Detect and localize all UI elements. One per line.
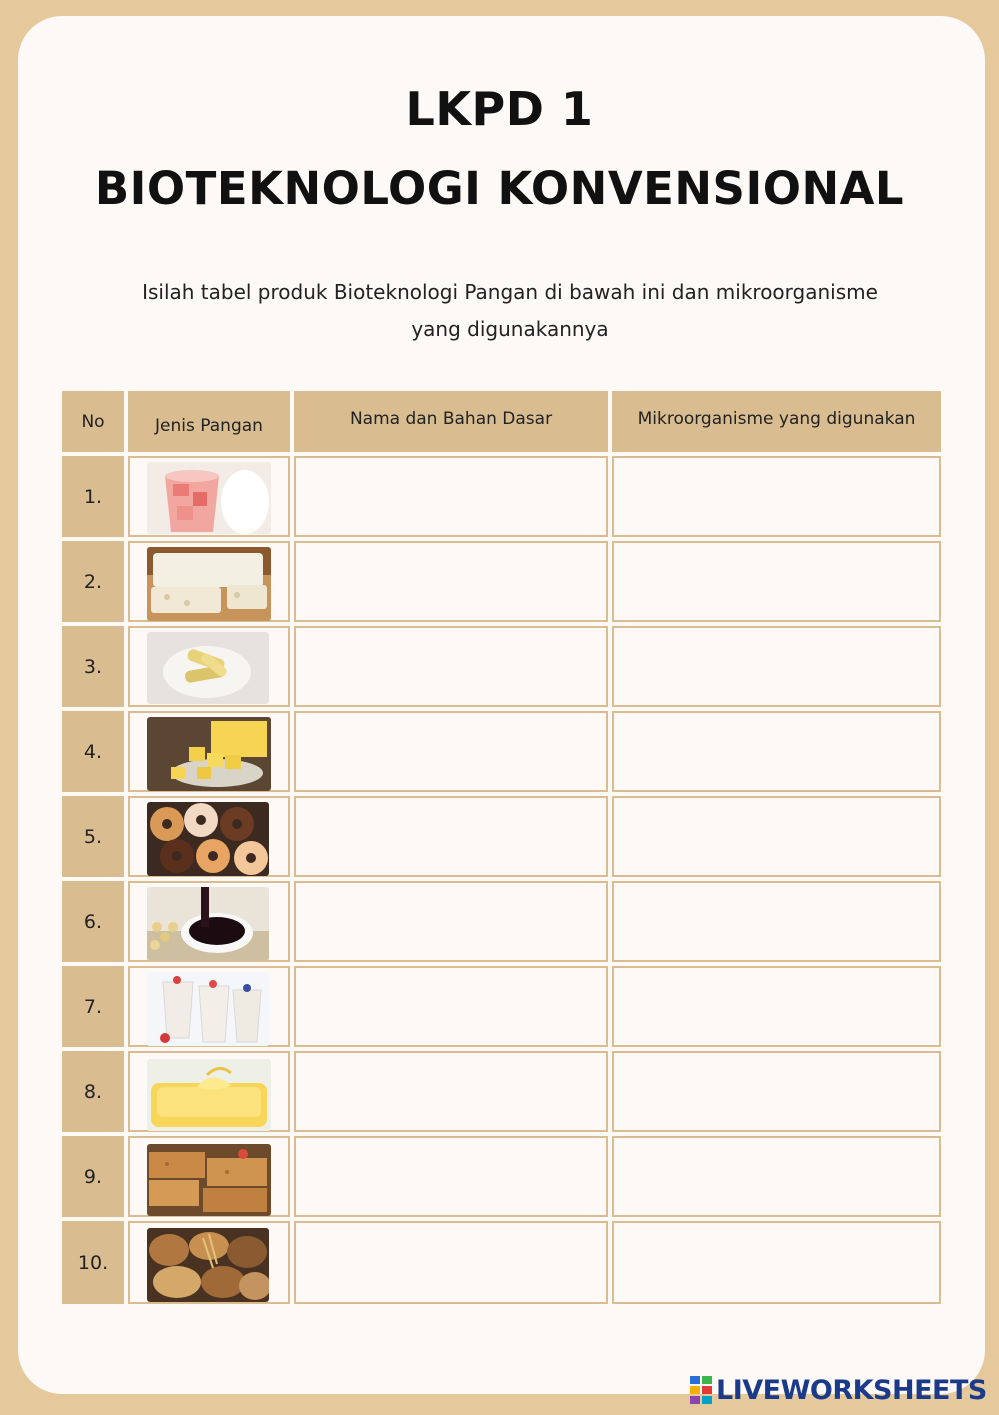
row-number: 1. xyxy=(83,485,103,508)
nama-bahan-input-3[interactable] xyxy=(294,626,608,707)
food-image-cell xyxy=(128,711,290,792)
row-number-cell xyxy=(62,541,124,622)
mikroorganisme-input-4[interactable] xyxy=(612,711,941,792)
header-mikroorganisme-label: Mikroorganisme yang digunakan xyxy=(637,408,916,429)
butter-icon xyxy=(147,1059,271,1131)
mikroorganisme-input-10[interactable] xyxy=(612,1221,941,1304)
row-number: 5. xyxy=(83,825,103,848)
row-number-cell xyxy=(62,1136,124,1217)
row-number: 3. xyxy=(83,655,103,678)
row-number: 8. xyxy=(83,1080,103,1103)
nama-bahan-input-6[interactable] xyxy=(294,881,608,962)
header-nama-bahan xyxy=(294,391,608,452)
food-image-cell xyxy=(128,1136,290,1217)
row-number-cell xyxy=(62,456,124,537)
food-image-cell xyxy=(128,541,290,622)
row-number: 4. xyxy=(83,740,103,763)
tempeh-icon xyxy=(147,547,271,621)
mikroorganisme-input-1[interactable] xyxy=(612,456,941,537)
row-number-cell xyxy=(62,881,124,962)
row-number: 7. xyxy=(83,995,103,1018)
header-mikroorganisme xyxy=(612,391,941,452)
instruction-text-line2: yang digunakannya xyxy=(411,317,609,341)
food-image-cell xyxy=(128,626,290,707)
nama-bahan-input-10[interactable] xyxy=(294,1221,608,1304)
header-jenis-pangan xyxy=(128,391,290,452)
food-image-cell xyxy=(128,796,290,877)
mikroorganisme-input-7[interactable] xyxy=(612,966,941,1047)
page-subtitle: BIOTEKNOLOGI KONVENSIONAL xyxy=(94,162,905,215)
nama-bahan-input-8[interactable] xyxy=(294,1051,608,1132)
row-number: 10. xyxy=(77,1251,109,1274)
row-number: 9. xyxy=(83,1165,103,1188)
donuts-icon xyxy=(147,802,269,876)
food-image-cell xyxy=(128,881,290,962)
nama-bahan-input-2[interactable] xyxy=(294,541,608,622)
tape-cassava-icon xyxy=(147,632,269,704)
food-image-cell xyxy=(128,1051,290,1132)
nama-bahan-input-5[interactable] xyxy=(294,796,608,877)
row-number-cell xyxy=(62,1221,124,1304)
mikroorganisme-input-2[interactable] xyxy=(612,541,941,622)
page-title: LKPD 1 xyxy=(405,82,594,136)
row-number: 6. xyxy=(83,910,103,933)
nama-bahan-input-7[interactable] xyxy=(294,966,608,1047)
row-number-cell xyxy=(62,626,124,707)
liveworksheets-logo-icon xyxy=(690,1376,712,1404)
row-number-cell xyxy=(62,796,124,877)
mikroorganisme-input-8[interactable] xyxy=(612,1051,941,1132)
liveworksheets-logo xyxy=(690,1374,987,1406)
header-no-label: No xyxy=(81,411,105,432)
mikroorganisme-input-5[interactable] xyxy=(612,796,941,877)
nama-bahan-input-1[interactable] xyxy=(294,456,608,537)
header-no xyxy=(62,391,124,452)
nama-bahan-input-9[interactable] xyxy=(294,1136,608,1217)
cake-bread-icon xyxy=(147,1144,271,1216)
food-image-cell xyxy=(128,456,290,537)
tape-fermented-food-icon xyxy=(147,462,271,534)
mikroorganisme-input-6[interactable] xyxy=(612,881,941,962)
liveworksheets-brand: LIVEWORKSHEETS xyxy=(716,1374,987,1406)
mikroorganisme-input-3[interactable] xyxy=(612,626,941,707)
row-number: 2. xyxy=(83,570,103,593)
soy-sauce-icon xyxy=(147,887,269,961)
mikroorganisme-input-9[interactable] xyxy=(612,1136,941,1217)
yogurt-icon xyxy=(147,972,269,1046)
instruction-text-line1: Isilah tabel produk Bioteknologi Pangan di bawah ini dan mikroorganisme xyxy=(142,280,878,304)
food-image-cell xyxy=(128,966,290,1047)
header-jenis-pangan-label: Jenis Pangan xyxy=(155,415,263,436)
row-number-cell xyxy=(62,1051,124,1132)
row-number-cell xyxy=(62,711,124,792)
row-number-cell xyxy=(62,966,124,1047)
nama-bahan-input-4[interactable] xyxy=(294,711,608,792)
food-image-cell xyxy=(128,1221,290,1304)
header-nama-bahan-label: Nama dan Bahan Dasar xyxy=(349,408,553,429)
cheese-icon xyxy=(147,717,271,791)
bread-loaves-icon xyxy=(147,1228,269,1302)
